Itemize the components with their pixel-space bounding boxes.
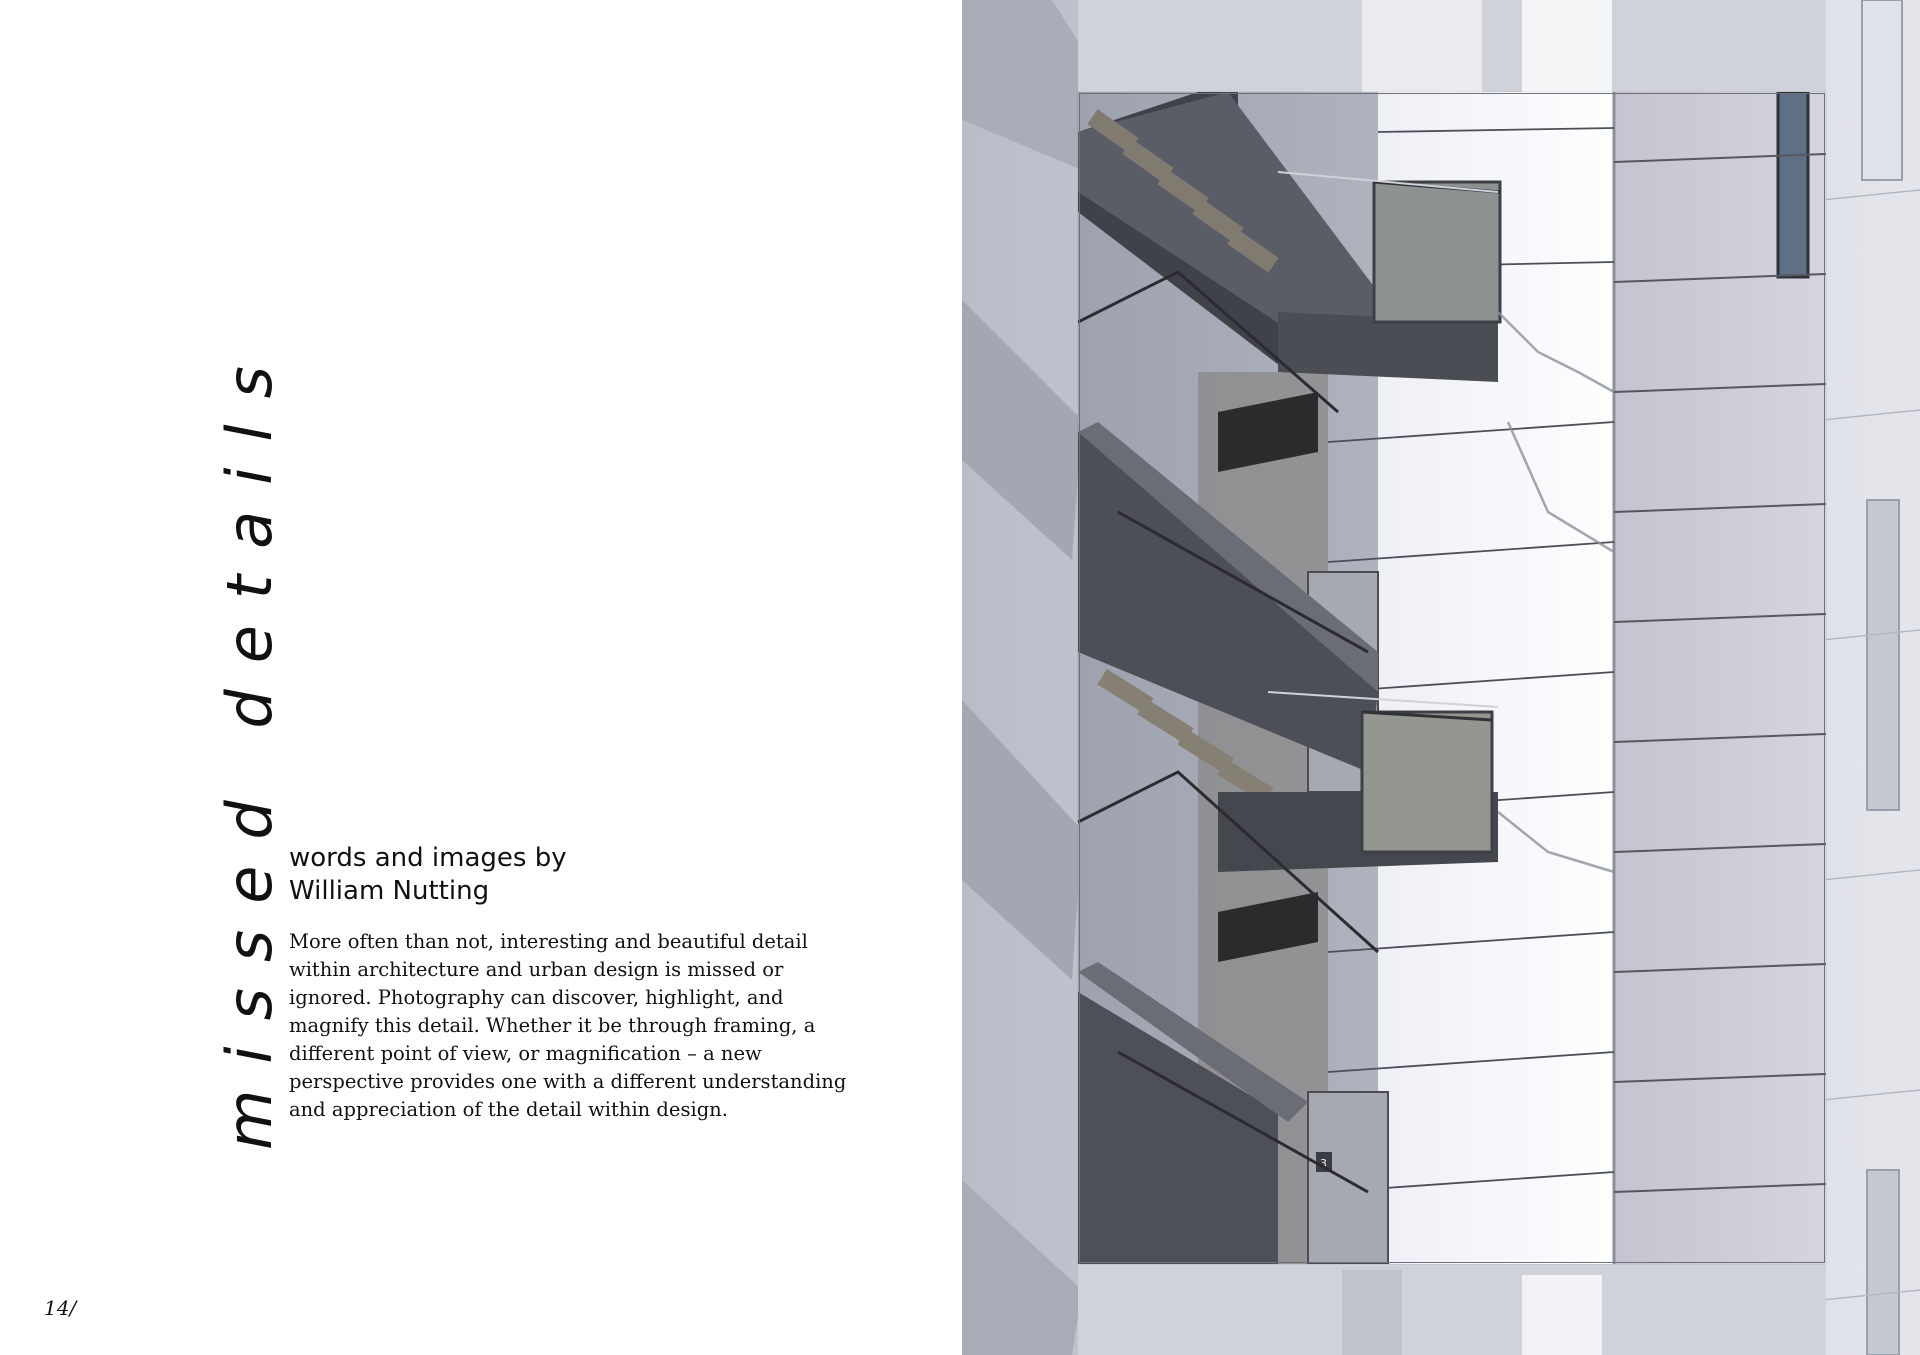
article-body: More often than not, interesting and beautiful detail within architecture and urban design is missed or ignored. Photography can discover, highlight, and magnify this detail. Whether it be through framing, a different point of view, or magnification – a new perspective provides one with a different understanding and appreciation of the detail within design. [289, 930, 847, 1121]
inset-photo-fire-escape [1078, 92, 1826, 1264]
article-title: missed details [213, 340, 286, 1150]
door-sign-lower: 3 [1320, 1157, 1327, 1170]
page-number: 14/ [44, 1296, 77, 1320]
byline-author: William Nutting [289, 876, 490, 906]
right-page-photo [962, 0, 1920, 1355]
byline-line-1: words and images by [289, 843, 567, 873]
byline [289, 842, 709, 908]
title-container [210, 340, 290, 1150]
